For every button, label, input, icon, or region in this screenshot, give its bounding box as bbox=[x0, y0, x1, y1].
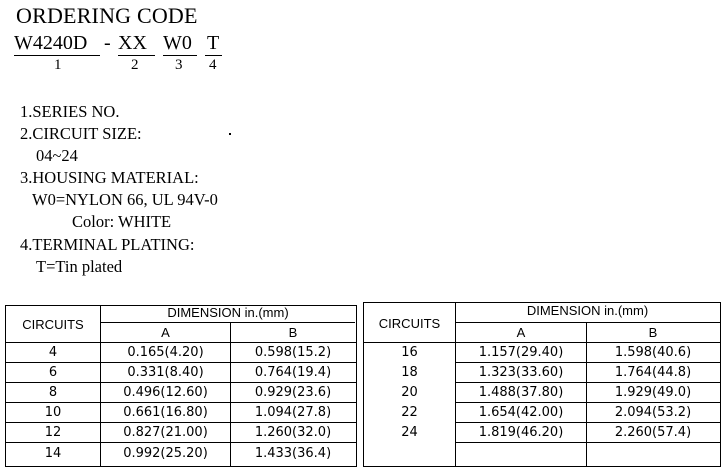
table-cell: 1.654(42.00) bbox=[478, 405, 564, 420]
code-underline-3 bbox=[163, 55, 197, 56]
table-cell: 24 bbox=[401, 425, 418, 440]
spec-plating: 4.TERMINAL PLATING: bbox=[20, 235, 195, 254]
table-cell: 20 bbox=[401, 385, 418, 400]
table-right-hline bbox=[455, 442, 720, 443]
header-circuits: CIRCUITS bbox=[378, 316, 441, 331]
table-cell: 0.764(19.4) bbox=[254, 365, 332, 380]
table-cell: 0.929(23.6) bbox=[254, 385, 332, 400]
table-left-hline-sub bbox=[100, 322, 355, 323]
table-cell: 1.433(36.4) bbox=[254, 446, 332, 461]
code-index-3: 3 bbox=[175, 57, 183, 73]
table-cell: 8 bbox=[48, 385, 58, 400]
table-left-hline bbox=[5, 362, 356, 363]
table-right-hline bbox=[455, 402, 720, 403]
table-left-hline bbox=[5, 442, 356, 443]
table-left-hline bbox=[5, 382, 356, 383]
table-cell: 22 bbox=[401, 405, 418, 420]
table-left-hline bbox=[5, 422, 356, 423]
code-index-1: 1 bbox=[54, 57, 62, 73]
spec-circuit-size: 2.CIRCUIT SIZE: bbox=[20, 124, 142, 143]
table-right-hline-header bbox=[363, 342, 720, 343]
table-right-hline-sub bbox=[455, 322, 720, 323]
table-cell: 1.929(49.0) bbox=[614, 385, 692, 400]
table-cell: 14 bbox=[44, 446, 62, 461]
table-cell: 0.661(16.80) bbox=[123, 405, 208, 420]
code-separator: - bbox=[104, 32, 111, 54]
table-cell: 0.598(15.2) bbox=[254, 345, 332, 360]
table-right-hline bbox=[455, 422, 720, 423]
code-index-4: 4 bbox=[209, 57, 217, 73]
header-col-b: B bbox=[648, 325, 658, 340]
code-underline-2 bbox=[118, 55, 155, 56]
table-cell: 1.323(33.60) bbox=[478, 365, 564, 380]
table-cell: 0.496(12.60) bbox=[123, 385, 208, 400]
spec-series: 1.SERIES NO. bbox=[20, 102, 120, 121]
code-part-series: W4240D bbox=[14, 32, 88, 54]
spec-housing-color: Color: WHITE bbox=[72, 212, 172, 231]
table-cell: 0.827(21.00) bbox=[123, 425, 208, 440]
spec-plating-value: T=Tin plated bbox=[36, 257, 123, 276]
spec-circuit-range: 04~24 bbox=[36, 146, 78, 165]
spec-housing-material: W0=NYLON 66, UL 94V-0 bbox=[32, 190, 218, 209]
table-cell: 1.488(37.80) bbox=[478, 385, 564, 400]
table-right-hline bbox=[455, 362, 720, 363]
table-cell: 1.260(32.0) bbox=[254, 425, 332, 440]
table-cell: 1.094(27.8) bbox=[254, 405, 332, 420]
table-cell: 2.260(57.4) bbox=[614, 425, 692, 440]
code-underline-1 bbox=[14, 55, 100, 56]
header-col-a: A bbox=[161, 325, 170, 340]
code-part-housing: W0 bbox=[163, 32, 192, 54]
table-cell: 10 bbox=[44, 405, 62, 420]
table-cell: 6 bbox=[48, 365, 58, 380]
table-cell: 4 bbox=[48, 345, 58, 360]
header-col-b: B bbox=[288, 325, 298, 340]
table-left-hline-header bbox=[5, 342, 356, 343]
code-part-circuits: XX bbox=[118, 32, 147, 54]
table-right-hline bbox=[455, 382, 720, 383]
code-part-plating: T bbox=[207, 32, 220, 54]
code-underline-4 bbox=[205, 55, 222, 56]
table-cell: 1.157(29.40) bbox=[478, 345, 564, 360]
table-cell: 0.992(25.20) bbox=[123, 446, 208, 461]
header-dimension: DIMENSION in.(mm) bbox=[526, 303, 649, 318]
header-circuits: CIRCUITS bbox=[22, 317, 84, 332]
table-cell: 2.094(53.2) bbox=[614, 405, 692, 420]
table-cell: 12 bbox=[44, 425, 62, 440]
table-cell: 1.598(40.6) bbox=[614, 345, 692, 360]
header-dimension: DIMENSION in.(mm) bbox=[167, 305, 289, 320]
table-cell: 16 bbox=[401, 345, 418, 360]
table-cell: 1.764(44.8) bbox=[614, 365, 692, 380]
header-col-a: A bbox=[516, 325, 526, 340]
table-cell: 1.819(46.20) bbox=[478, 425, 564, 440]
table-cell: 0.331(8.40) bbox=[127, 365, 204, 380]
spec-housing: 3.HOUSING MATERIAL: bbox=[20, 168, 199, 187]
code-index-2: 2 bbox=[131, 57, 139, 73]
table-cell: 0.165(4.20) bbox=[127, 345, 204, 360]
table-cell: 18 bbox=[401, 365, 418, 380]
table-left-hline bbox=[5, 402, 356, 403]
page-title: ORDERING CODE bbox=[16, 3, 198, 28]
stray-dot bbox=[229, 133, 231, 135]
